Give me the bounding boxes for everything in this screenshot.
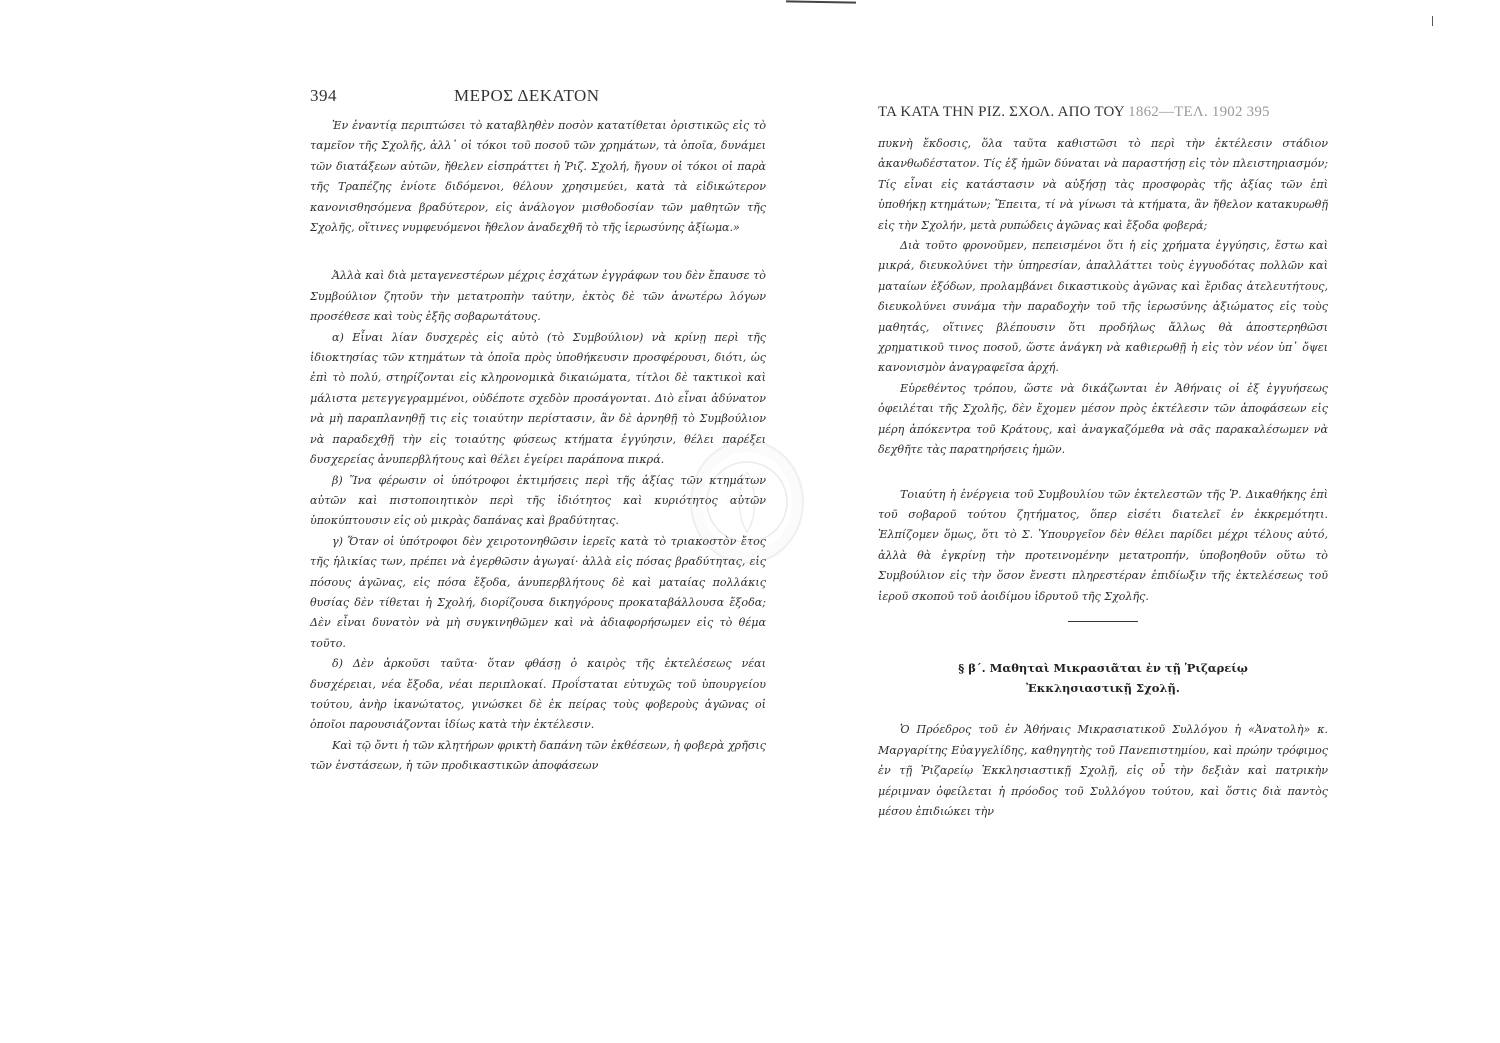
left-page-number: 394 — [310, 86, 337, 105]
right-paragraph-4: Τοιαύτη ἡ ἐνέργεια τοῦ Συμβουλίου τῶν ἐκτελεστῶν τῆς Ῥ. Δικαθήκης ἐπὶ τοῦ σοβαροῦ τούτου ζητήματος, ὅπερ εἰσέτι διατελεῖ ἐν ἐκκρεμότητι. Ἐλπίζομεν ὅμως, ὅτι τὸ Σ. Ὑπουργεῖον δὲν θέλει παρίδει μέχρι τέλους αὐτό, ἀλλὰ θὰ ἐγκρίνῃ τὴν προτεινομένην μετατροπήν, ὑποβοηθοῦν οὕτω τὸ Συμβούλιον εἰς τὴν ὅσον ἔνεστι πληρεστέραν ἐπιδίωξιν τῆς ἐκτελέσεως τοῦ ἱεροῦ σκοποῦ τοῦ ἀοιδίμου ἱδρυτοῦ τῆς Σχολῆς. — [878, 487, 1328, 603]
scan-edge-line — [786, 0, 856, 3]
left-paragraph-4: β) Ἵνα φέρωσιν οἱ ὑπότροφοι ἐκτιμήσεις περὶ τῆς ἀξίας τῶν κτημάτων αὐτῶν καὶ πιστοποιητικὸν περὶ τῆς ἰδιότητος καὶ κυριότητος αὐτῶν ὑποκύπτουσιν εἰς οὐ μικρὰς δαπάνας καὶ βραδύτητας. — [310, 473, 766, 528]
section-heading-line-2: Ἐκκλησιαστικῇ Σχολῇ. — [1026, 681, 1180, 696]
left-paragraph-2: Ἀλλὰ καὶ διὰ μεταγενεστέρων μέχρις ἐσχάτων ἐγγράφων του δὲν ἔπαυσε τὸ Συμβούλιον ζητοῦν τὴν μετατροπὴν ταύτην, ἐκτὸς δὲ τῶν ἀνωτέρω λόγων προσέθεσε καὶ τοὺς ἑξῆς σοβαρωτάτους. — [310, 269, 766, 324]
right-running-head — [878, 104, 1328, 126]
right-paragraph-3: Εὑρεθέντος τρόπου, ὥστε νὰ δικάζωνται ἐν Ἀθήναις οἱ ἐξ ἐγγυήσεως ὀφειλέται τῆς Σχολῆς, δὲν ἔχομεν μέσον πρὸς ἐκτέλεσιν τῶν ἀποφάσεων εἰς μέρη ἀπόκεντρα τοῦ Κράτους, καὶ ἀναγκαζόμεθα νὰ σᾶς παρακαλέσωμεν νὰ δεχθῆτε τὰς παρατηρήσεις ἡμῶν. — [878, 381, 1328, 457]
right-running-title: ΤΑ ΚΑΤΑ ΤΗΝ ΡΙΖ. ΣΧΟΛ. ΑΠΟ ΤΟΥ — [878, 104, 1125, 120]
section-paragraph: Ὁ Πρόεδρος τοῦ ἐν Ἀθήναις Μικρασιατικοῦ Συλλόγου ἡ «Ἀνατολὴ» κ. Μαργαρίτης Εὐαγγελίδης, καθηγητὴς τοῦ Πανεπιστημίου, καὶ πρώην τρόφιμος ἐν τῇ Ῥιζαρείῳ Ἐκκλησιαστικῇ Σχολῇ, εἰς οὗ τὴν δεξιὰν καὶ πατρικὴν μέριμναν ὀφείλεται ἡ πρόοδος τοῦ Συλλόγου τούτου, καὶ ὅστις διὰ παντὸς μέσου ἐπιδιώκει τὴν — [878, 723, 1328, 819]
section-divider — [1068, 621, 1138, 623]
section-heading-line-1: § β΄. Μαθηταὶ Μικρασιᾶται ἐν τῇ Ῥιζαρείῳ — [958, 661, 1248, 676]
right-page — [878, 104, 1328, 822]
left-running-title: ΜΕΡΟΣ ΔΕΚΑΤΟΝ — [454, 86, 600, 105]
left-paragraph-5: γ) Ὅταν οἱ ὑπότροφοι δὲν χειροτονηθῶσιν ἱερεῖς κατὰ τὸ τριακοστὸν ἔτος τῆς ἡλικίας των, πρέπει νὰ ἐγερθῶσιν ἀγωγαί· ἀλλὰ εἰς πόσας βραδύτητας, εἰς πόσους ἀγῶνας, εἰς πόσα ἔξοδα, ἀνυπερβλήτους δὲ καὶ ματαίας πολλάκις θυσίας δὲν τίθεται ἡ Σχολή, διορίζουσα δικηγόρους προκαταβάλλουσα ἔξοδα; Δὲν εἶναι δυνατὸν νὰ μὴ συγκινηθῶμεν καὶ νὰ ἀδιαφορήσωμεν εἰς τὸ θέμα τοῦτο. — [310, 534, 766, 650]
left-page — [310, 86, 766, 777]
left-paragraph-7: Καὶ τῷ ὄντι ἡ τῶν κλητήρων φρικτὴ δαπάνη τῶν ἐκθέσεων, ἡ φοβερὰ χρῆσις τῶν ἐνστάσεων, ἡ τῶν προδικαστικῶν ἀποφάσεων — [310, 738, 766, 773]
library-stamp — [690, 440, 804, 564]
left-running-head — [310, 86, 766, 108]
left-paragraph-6: δ) Δὲν ἀρκοῦσι ταῦτα· ὅταν φθάσῃ ὁ καιρὸς τῆς ἐκτελέσεως νέαι δυσχέρειαι, νέα ἔξοδα, νέαι περιπλοκαί. Προΐσταται εὐτυχῶς τοῦ ὑπουργείου τούτου, ἀνὴρ ἱκανώτατος, γινώσκει δὲ ἐκ πείρας τοὺς φοβεροὺς ἀγῶνας οἱ ὁποῖοι παρουσιάζονται ἰδίως κατὰ τὴν ἐκτέλεσιν. — [310, 657, 766, 732]
left-paragraph-3: α) Εἶναι λίαν δυσχερὲς εἰς αὐτὸ (τὸ Συμβούλιον) νὰ κρίνῃ περὶ τῆς ἰδιοκτησίας τῶν κτημάτων τὰ ὁποῖα πρὸς ὑποθήκευσιν προσφέρουσι, διότι, ὡς ἐπὶ τὸ πολύ, στηρίζονται εἰς κληρονομικὰ δικαιώματα, τίτλοι δὲ τακτικοὶ καὶ μάλιστα μετεγγεγραμμένοι, οὐδέποτε σχεδὸν προσάγονται. Διὸ εἶναι ἀδύνατον νὰ μὴ παραπλανηθῇ τις εἰς τοιαύτην περίστασιν, ἂν δὲ ἀρνηθῇ τὸ Συμβούλιον νὰ παραδεχθῇ τὴν εἰς τοιαύτης φύσεως κτήματα ἐγγύησιν, θέλει παρέξει δυσχερείας ἀνυπερβλήτους καὶ θέλει ἐγείρει παράπονα πικρά. — [310, 330, 766, 467]
scan-mark — [1432, 16, 1433, 26]
right-running-title-faded: 1862—ΤΕΛ. 1902 395 — [1128, 104, 1270, 120]
right-paragraph-1: πυκνὴ ἔκδοσις, ὅλα ταῦτα καθιστῶσι τὸ περὶ τὴν ἐκτέλεσιν στάδιον ἀκανθωδέστατον. Τίς ἐξ ἡμῶν δύναται νὰ παραστήσῃ εἰς τὸν πλειστηριασμόν; Τίς εἶναι εἰς κατάστασιν νὰ αὐξήσῃ τὰς προσφορὰς τῆς ἀξίας τῶν ἐπὶ ὑποθήκῃ κτημάτων; Ἔπειτα, τί νὰ γίνωσι τὰ κτήματα, ἂν ἤθελον κατακυρωθῇ εἰς τὴν Σχολήν, μετὰ ρυπώδεις ἀγῶνας καὶ ἔξοδα φοβερά; — [878, 137, 1328, 232]
right-paragraph-2: Διὰ τοῦτο φρονοῦμεν, πεπεισμένοι ὅτι ἡ εἰς χρήματα ἐγγύησις, ἔστω καὶ μικρά, διευκολύνει τὴν ὑπηρεσίαν, ἀπαλλάττει τοὺς ἐγγυοδότας πολλῶν καὶ ματαίων ἐξόδων, προλαμβάνει δικαστικοὺς ἀγῶνας καὶ ἔριδας ἀτελευτήτους, διευκολύνει συνάμα τὴν παραδοχὴν τοῦ τῆς ἱερωσύνης ἀξιώματος εἰς τοὺς μαθητάς, οἵτινες βλέπουσιν ὅτι προδήλως ἄλλως θὰ ἀποστερηθῶσι χρηματικοῦ τινος ποσοῦ, ὥστε ἀνάγκη νὰ καθιερωθῇ ἡ εἰς τὸν νέον ὑπ᾽ ὄψει κανονισμὸν ἀναγραφεῖσα ἀρχή. — [878, 239, 1328, 375]
section-heading — [878, 658, 1328, 698]
left-paragraph-1: Ἐν ἐναντίᾳ περιπτώσει τὸ καταβληθὲν ποσὸν κατατίθεται ὁριστικῶς εἰς τὸ ταμεῖον τῆς Σχολῆς, ἀλλ᾽ οἱ τόκοι τοῦ ποσοῦ τῶν χρημάτων, τὰ ὁποῖα, δυνάμει τῶν διατάξεων αὐτῶν, ἤθελεν εἰσπράττει ἡ Ῥιζ. Σχολή, ἤγουν οἱ τόκοι οἱ παρὰ τῆς Τραπέζης ἐνίοτε διδόμενοι, θέλουν χρησιμεύει, κατὰ τὰ εἰδικώτερον κανονισθησόμενα βραδύτερον, εἰς ἀνάλογον μισθοδοσίαν τῶν μαθητῶν τῆς Σχολῆς, οἵτινες νυμφευόμενοι ἤθελον ἀναδεχθῆ τὸ τῆς ἱερωσύνης ἀξίωμα.» — [310, 119, 766, 235]
stamp-emblem-icon — [692, 442, 802, 562]
